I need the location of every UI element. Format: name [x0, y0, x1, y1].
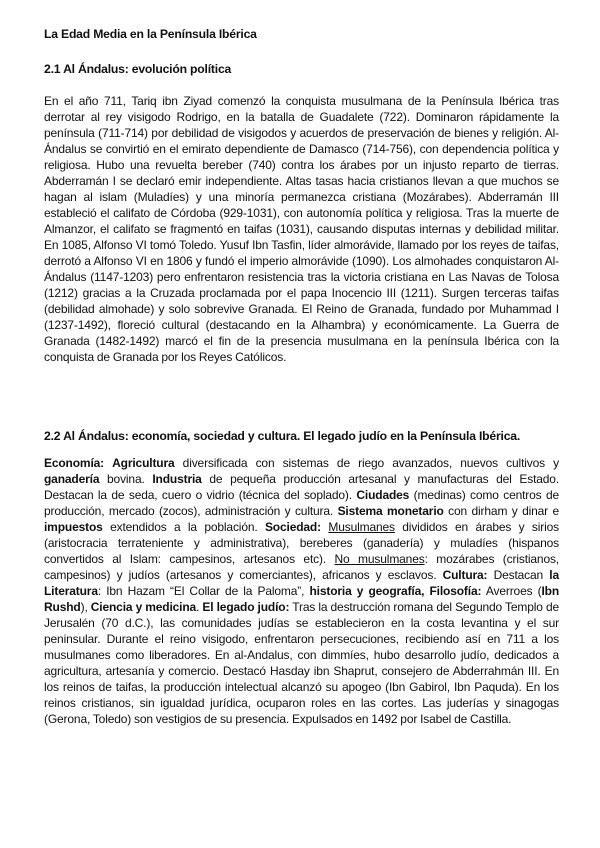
- text-run: extendidos a la población.: [102, 520, 265, 534]
- section-body-economia-sociedad-cultura: [44, 455, 559, 727]
- text-run: : Ibn Hazam “El Collar de la Paloma”,: [97, 584, 310, 598]
- section-body-evolucion-politica: En el año 711, Tariq ibn Ziyad comenzó la conquista musulmana de la Península Ibérica tras derrotar al rey visigodo Rodrigo, en la batalla de Guadalete (722). Dominaron rápidamente la península (711-714) por debilidad de visigodos y acuerdos de preservación de bienes y religión. Al-Ándalus se convirtió en el emirato dependiente de Damasco (714-756), con dependencia política y religiosa. Hubo una revuelta bereber (740) contra los árabes por un injusto reparto de tierras. Abderramán I se declaró emir independiente. Altas tasas hacia cristianos llevan a que muchos se hagan al islam (Muladíes) y una minoría permanezca cristiana (Mozárabes). Abderramán III estableció el califato de Córdoba (929-1031), con autonomía política y religiosa. Tras la muerte de Almanzor, el califato se fragmentó en taifas (1031), causando disputas internas y debilidad militar. En 1085, Alfonso VI tomó Toledo. Yusuf Ibn Tasfin, líder almorávide, llamado por los reyes de taifas, derrotó a Alfonso VI en 1806 y fundó el imperio almorávide (1090). Los almohades conquistaron Al-Ándalus (1147-1203) pero enfrentaron resistencia tras la victoria cristiana en Las Navas de Tolosa (1212) gracias a la Cruzada proclamada por el papa Inocencio III (1211). Surgen terceras taifas (debilidad almohade) y solo sobrevive Granada. El Reino de Granada, fundado por Muhammad I (1237-1492), floreció cultural (destacando en la Alhambra) y económicamente. La Guerra de Granada (1482-1492) marcó el fin de la presencia musulmana en la península Ibérica con la conquista de Granada por los Reyes Católicos.: [44, 94, 559, 364]
- term-ganaderia: ganadería: [44, 472, 100, 486]
- text-run: Averroes (: [481, 584, 542, 598]
- term-cultura: Cultura:: [442, 568, 488, 582]
- text-run: ),: [80, 600, 91, 614]
- term-legado-judio: El legado judío:: [202, 600, 290, 614]
- term-sistema-monetario: Sistema monetario: [337, 504, 444, 518]
- text-run: .: [196, 600, 203, 614]
- text-run: diversificada con sistemas de riego avanzados, nuevos cultivos y: [174, 456, 559, 470]
- document-page: [44, 0, 559, 848]
- section-heading-evolucion-politica: 2.1 Al Ándalus: evolución política: [44, 62, 232, 76]
- document-title: La Edad Media en la Península Ibérica: [44, 27, 257, 41]
- term-impuestos: impuestos: [44, 520, 103, 534]
- term-agricultura: Agricultura: [112, 456, 175, 470]
- text-run: con dirham y dinar e: [443, 504, 560, 518]
- term-ciencia-medicina: Ciencia y medicina: [90, 600, 197, 614]
- term-no-musulmanes: No musulmanes: [334, 552, 425, 566]
- term-literatura: la Literatura: [44, 568, 559, 598]
- text-run: divididos en árabes y sirios (aristocracia terrateniente y administrativa), bereberes (ganadería) y muladíes (hispanos convertidos al Islam: campesinos, artesanos etc).: [44, 520, 559, 566]
- text-run: Tras la destrucción romana del Segundo Templo de Jerusalén (70 d.C.), las comunidades judías se establecieron en la costa levantina y el sur peninsular. Durante el reino visigodo, enfrentaron persecuciones, recibiendo así en 711 a los musulmanes como liberadores. En al-Andalus, con dimmíes, hubo desarrollo judío, dedicados a agricultura, artesanía y comercio. Destacó Hasday ibn Shaprut, consejero de Abderrahmán III. En los reinos de taifas, la producción intelectual alcanzó su apogeo (Ibn Gabirol, Ibn Paquda). En los reinos cristianos, sin igualdad jurídica, ocuparon roles en las cortes. Las juderías y sinagogas (Gerona, Toledo) son vestigios de su presencia. Expulsados en 1492 por Isabel de Castilla.: [44, 600, 559, 726]
- text-run: de pequeña producción artesanal y manufacturas del Estado. Destacan la de seda, cuero o vidrio (técnica del soplado).: [44, 472, 560, 502]
- text-run: : mozárabes (cristianos, campesinos) y judíos (artesanos y comerciantes), africanos y esclavos.: [44, 552, 560, 582]
- term-musulmanes: Musulmanes: [328, 520, 395, 534]
- text-run: (medinas) como centros de producción, mercado (zocos), administración y cultura.: [44, 488, 559, 518]
- text-run: bovina.: [99, 472, 153, 486]
- section-heading-economia-sociedad-cultura: 2.2 Al Ándalus: economía, sociedad y cultura. El legado judío en la Península Ibérica.: [44, 429, 521, 443]
- term-industria: Industria: [152, 472, 202, 486]
- term-ciudades: Ciudades: [356, 488, 410, 502]
- term-historia-geografia-filosofia: historia y geografía, Filosofía:: [309, 584, 482, 598]
- text-run: Destacan: [487, 568, 550, 582]
- term-economia: Economía:: [44, 456, 104, 470]
- term-ibn-rushd: Ibn Rushd: [44, 584, 559, 614]
- term-sociedad: Sociedad:: [264, 520, 321, 534]
